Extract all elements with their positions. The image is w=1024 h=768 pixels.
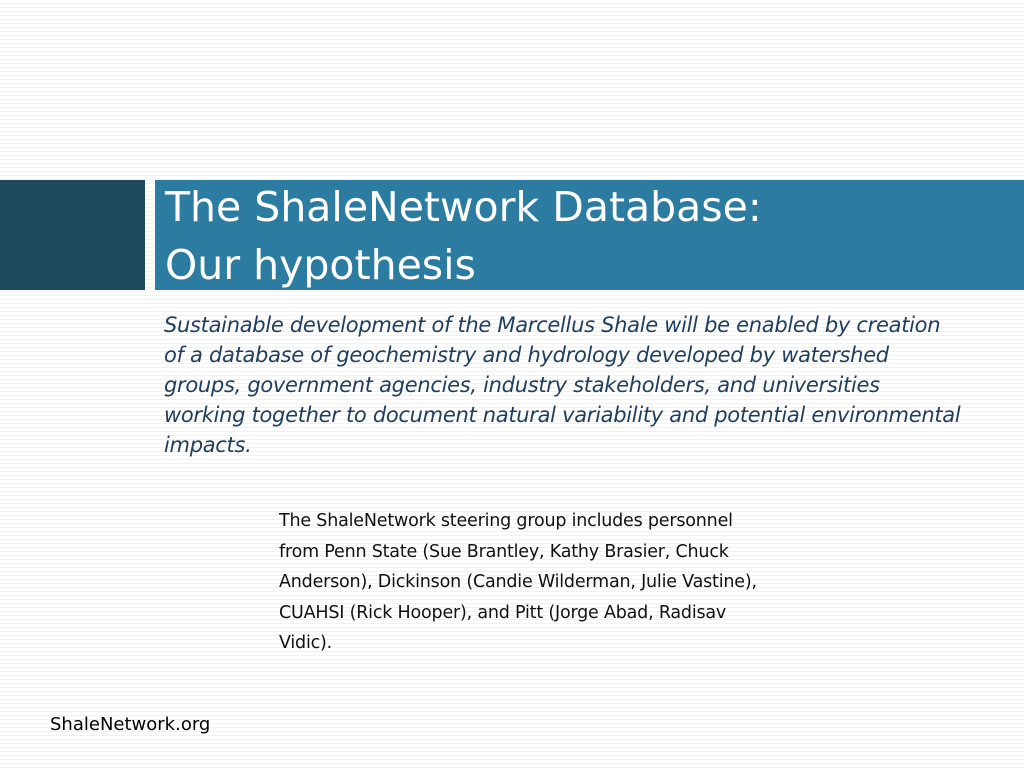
steering-group-text: The ShaleNetwork steering group includes personnel from Penn State (Sue Brantley, Kathy Brasier, Chuck Anderson), Dickinson (Candie Wilderman, Julie Vastine), CUAHSI (Rick Hooper), and Pitt (Jorge Abad, Radisav Vidic). (279, 511, 757, 653)
footer-website: ShaleNetwork.org (50, 714, 211, 735)
title-bar (155, 180, 1024, 290)
title-accent-block (0, 180, 145, 290)
slide-title (165, 180, 762, 290)
title-line-2: Our hypothesis (165, 241, 476, 289)
title-line-1: The ShaleNetwork Database: (165, 183, 762, 231)
hypothesis-text: Sustainable development of the Marcellus Shale will be enabled by creation of a database of geochemistry and hydrology developed by watershed groups, government agencies, industry stakeholders, and universities working together to document natural variability and potential environmental impacts. (164, 313, 961, 457)
